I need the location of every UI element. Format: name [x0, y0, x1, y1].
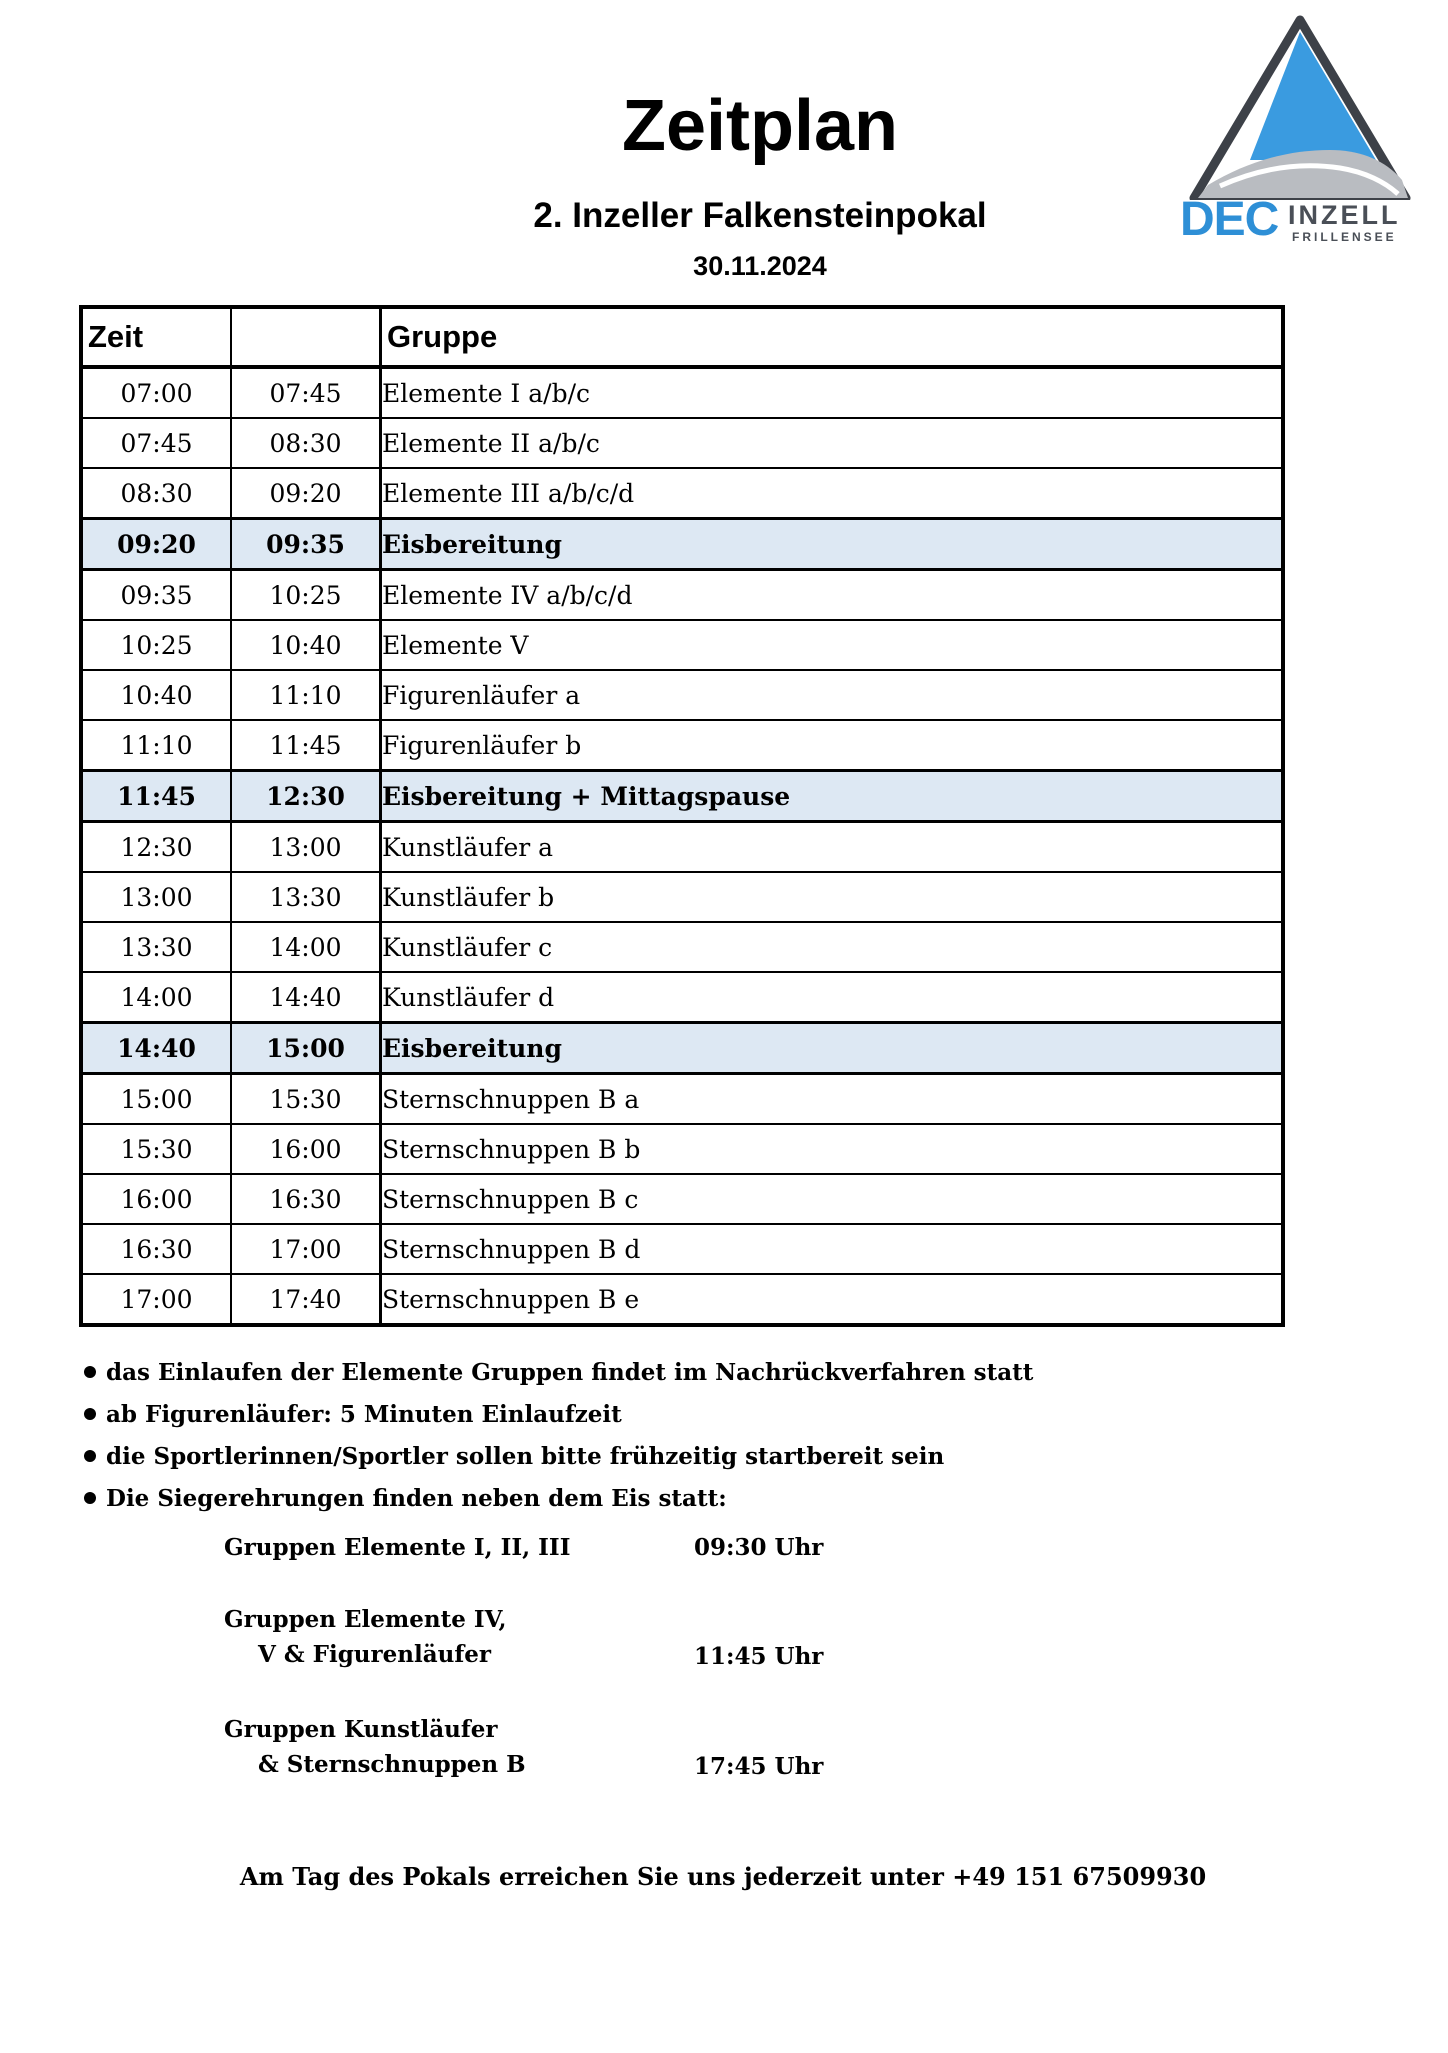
- award-group-line: Gruppen Elemente I, II, III: [224, 1534, 571, 1561]
- notes-list: [84, 1352, 1033, 1520]
- award-group-line: Gruppen Kunstläufer: [224, 1716, 498, 1743]
- group-cell: Elemente V: [381, 620, 1284, 670]
- note-item: [84, 1478, 1033, 1520]
- mountain-triangle-logo-icon: [1180, 10, 1420, 200]
- table-row: [81, 620, 1283, 670]
- end-time-cell: 16:30: [231, 1174, 381, 1224]
- start-time-cell: 12:30: [81, 822, 231, 873]
- start-time-cell: 13:30: [81, 922, 231, 972]
- end-time-cell: 09:20: [231, 468, 381, 519]
- table-row: [81, 468, 1283, 519]
- end-time-cell: 13:30: [231, 872, 381, 922]
- schedule-table: [79, 305, 1285, 1327]
- group-cell: Kunstläufer d: [381, 972, 1284, 1023]
- logo-name-text: INZELL: [1288, 200, 1401, 230]
- table-row: [81, 972, 1283, 1023]
- table-row: [81, 670, 1283, 720]
- note-item: [84, 1352, 1033, 1394]
- schedule-body: [81, 367, 1283, 1325]
- group-cell: Sternschnuppen B a: [381, 1074, 1284, 1125]
- award-time: 17:45 Uhr: [694, 1753, 824, 1780]
- table-row-break: [81, 1023, 1283, 1074]
- bullet-icon: [84, 1408, 96, 1420]
- dec-inzell-logo: [1180, 10, 1420, 250]
- group-cell: Kunstläufer a: [381, 822, 1284, 873]
- table-row: [81, 1124, 1283, 1174]
- group-cell: Sternschnuppen B b: [381, 1124, 1284, 1174]
- table-row: [81, 922, 1283, 972]
- note-text: die Sportlerinnen/Sportler sollen bitte frühzeitig startbereit sein: [106, 1443, 945, 1470]
- award-group-label: [224, 1602, 684, 1672]
- table-row-break: [81, 771, 1283, 822]
- end-time-cell: 15:30: [231, 1074, 381, 1125]
- start-time-cell: 10:40: [81, 670, 231, 720]
- start-time-cell: 15:30: [81, 1124, 231, 1174]
- table-row: [81, 720, 1283, 771]
- end-time-cell: 17:00: [231, 1224, 381, 1274]
- start-time-cell: 13:00: [81, 872, 231, 922]
- logo-sub-text: FRILLENSEE: [1292, 230, 1397, 244]
- logo-brand-text: DEC: [1180, 193, 1279, 246]
- start-time-cell: 14:00: [81, 972, 231, 1023]
- note-item: [84, 1394, 1033, 1436]
- group-cell: Sternschnuppen B e: [381, 1274, 1284, 1325]
- group-cell: Sternschnuppen B d: [381, 1224, 1284, 1274]
- note-item: [84, 1436, 1033, 1478]
- start-time-cell: 09:20: [81, 519, 231, 570]
- table-row: [81, 822, 1283, 873]
- award-group-line: & Sternschnuppen B: [258, 1751, 526, 1778]
- start-time-cell: 07:45: [81, 418, 231, 468]
- start-time-cell: 08:30: [81, 468, 231, 519]
- group-cell: Elemente IV a/b/c/d: [381, 570, 1284, 621]
- table-row: [81, 1174, 1283, 1224]
- note-text: das Einlaufen der Elemente Gruppen findet im Nachrückverfahren statt: [106, 1359, 1034, 1386]
- event-name: 2. Inzeller Falkensteinpokal: [533, 196, 987, 235]
- start-time-cell: 09:35: [81, 570, 231, 621]
- start-time-cell: 11:45: [81, 771, 231, 822]
- bullet-icon: [84, 1450, 96, 1462]
- header-zeit: Zeit: [81, 307, 231, 367]
- group-cell: Eisbereitung + Mittagspause: [381, 771, 1284, 822]
- table-row-break: [81, 519, 1283, 570]
- end-time-cell: 16:00: [231, 1124, 381, 1174]
- end-time-cell: 08:30: [231, 418, 381, 468]
- start-time-cell: 11:10: [81, 720, 231, 771]
- start-time-cell: 10:25: [81, 620, 231, 670]
- group-cell: Elemente III a/b/c/d: [381, 468, 1284, 519]
- award-group-line: Gruppen Elemente IV,: [224, 1606, 507, 1633]
- award-group-label: [224, 1530, 684, 1565]
- group-cell: Eisbereitung: [381, 1023, 1284, 1074]
- note-text: ab Figurenläufer: 5 Minuten Einlaufzeit: [106, 1401, 622, 1428]
- group-cell: Elemente II a/b/c: [381, 418, 1284, 468]
- group-cell: Figurenläufer a: [381, 670, 1284, 720]
- group-cell: Kunstläufer b: [381, 872, 1284, 922]
- header-gruppe: Gruppe: [381, 307, 1284, 367]
- end-time-cell: 14:00: [231, 922, 381, 972]
- start-time-cell: 17:00: [81, 1274, 231, 1325]
- table-row: [81, 367, 1283, 418]
- table-row: [81, 418, 1283, 468]
- group-cell: Elemente I a/b/c: [381, 367, 1284, 418]
- event-date: 30.11.2024: [693, 251, 827, 281]
- header-end: [231, 307, 381, 367]
- table-row: [81, 1224, 1283, 1274]
- page-title: Zeitplan: [621, 86, 898, 166]
- group-cell: Kunstläufer c: [381, 922, 1284, 972]
- award-time: 09:30 Uhr: [694, 1534, 824, 1561]
- group-cell: Eisbereitung: [381, 519, 1284, 570]
- table-row: [81, 872, 1283, 922]
- start-time-cell: 16:00: [81, 1174, 231, 1224]
- group-cell: Sternschnuppen B c: [381, 1174, 1284, 1224]
- end-time-cell: 11:45: [231, 720, 381, 771]
- table-header-row: [81, 307, 1283, 367]
- bullet-icon: [84, 1492, 96, 1504]
- group-cell: Figurenläufer b: [381, 720, 1284, 771]
- end-time-cell: 09:35: [231, 519, 381, 570]
- end-time-cell: 10:25: [231, 570, 381, 621]
- table-row: [81, 1274, 1283, 1325]
- note-text: Die Siegerehrungen finden neben dem Eis statt:: [106, 1485, 727, 1512]
- table-row: [81, 1074, 1283, 1125]
- contact-line: Am Tag des Pokals erreichen Sie uns jederzeit unter +49 151 67509930: [239, 1862, 1207, 1891]
- table-row: [81, 570, 1283, 621]
- start-time-cell: 07:00: [81, 367, 231, 418]
- end-time-cell: 12:30: [231, 771, 381, 822]
- end-time-cell: 17:40: [231, 1274, 381, 1325]
- award-group-line: V & Figurenläufer: [258, 1641, 491, 1668]
- bullet-icon: [84, 1366, 96, 1378]
- end-time-cell: 13:00: [231, 822, 381, 873]
- end-time-cell: 11:10: [231, 670, 381, 720]
- end-time-cell: 15:00: [231, 1023, 381, 1074]
- start-time-cell: 15:00: [81, 1074, 231, 1125]
- award-time: 11:45 Uhr: [694, 1643, 824, 1670]
- start-time-cell: 16:30: [81, 1224, 231, 1274]
- award-group-label: [224, 1712, 684, 1782]
- end-time-cell: 14:40: [231, 972, 381, 1023]
- end-time-cell: 07:45: [231, 367, 381, 418]
- end-time-cell: 10:40: [231, 620, 381, 670]
- start-time-cell: 14:40: [81, 1023, 231, 1074]
